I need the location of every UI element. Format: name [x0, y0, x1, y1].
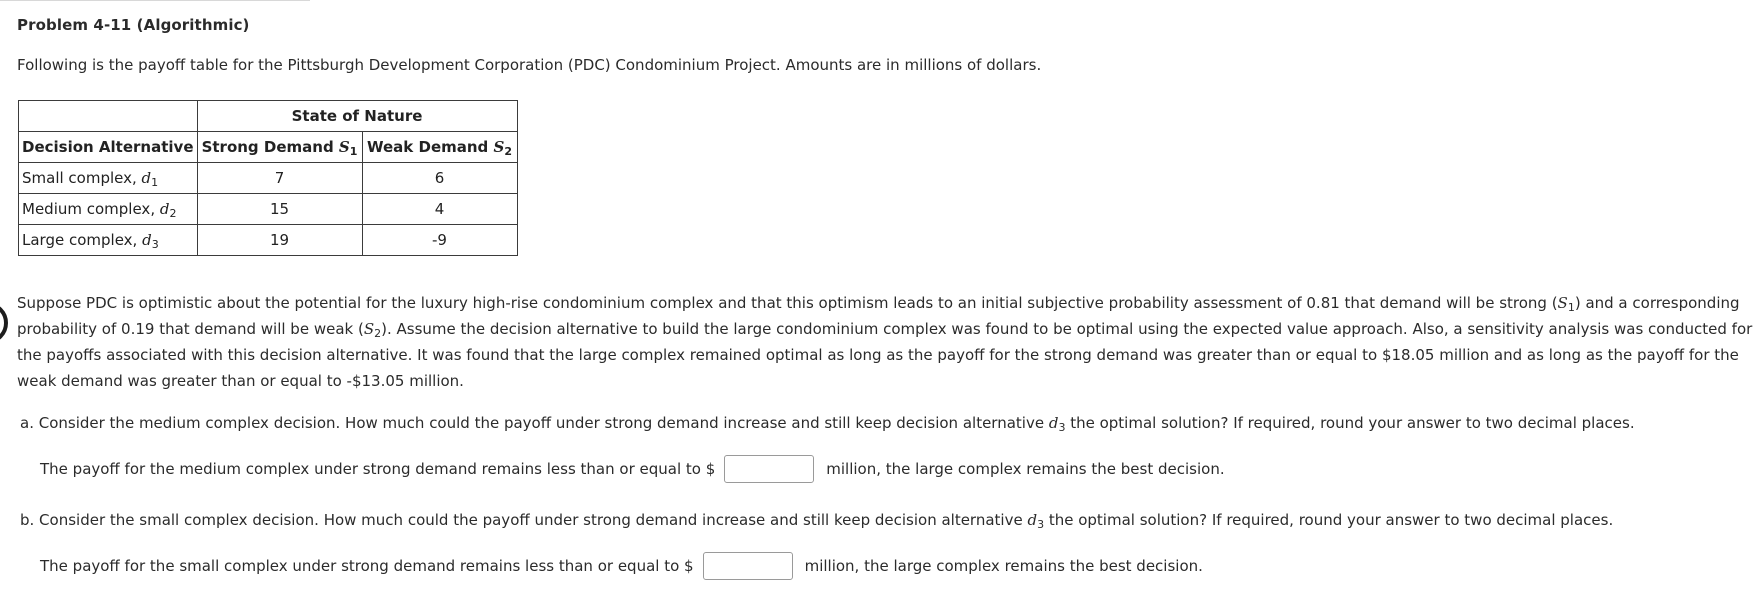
- scenario-line-4: weak demand was greater than or equal to -$13.05 million.: [17, 372, 464, 390]
- weak-demand-header: Weak Demand $S_2$: [362, 132, 517, 163]
- row-label-medium: Medium complex, $d_2$: [19, 194, 198, 225]
- question-a-text: a. Consider the medium complex decision. How much could the payoff under strong demand increase and still keep decision alternative $d_3$ the optimal solution? If required, round your answer to two decimal places.: [20, 414, 1635, 434]
- state-of-nature-header: State of Nature: [197, 101, 517, 132]
- answer-b-suffix: million, the large complex remains the best decision.: [804, 557, 1203, 575]
- payoff-cell: 6: [362, 163, 517, 194]
- strong-demand-header: Strong Demand $S_1$: [197, 132, 362, 163]
- answer-a-suffix: million, the large complex remains the best decision.: [826, 460, 1225, 478]
- answer-a-row: [40, 455, 1225, 483]
- row-label-large: Large complex, $d_3$: [19, 225, 198, 256]
- scenario-line-2: probability of 0.19 that demand will be weak $(S_2)$. Assume the decision alternative to build the large condominium complex was found to be optimal using the expected value approach. Also, a sensitivity analysis was conducted for: [17, 320, 1753, 340]
- row-label-small: Small complex, $d_1$: [19, 163, 198, 194]
- question-b-text: b. Consider the small complex decision. How much could the payoff under strong demand increase and still keep decision alternative $d_3$ the optimal solution? If required, round your answer to two decimal places.: [20, 511, 1614, 531]
- payoff-cell: 15: [197, 194, 362, 225]
- payoff-cell: 4: [362, 194, 517, 225]
- table-column-header-row: [19, 132, 518, 163]
- scenario-line-3: the payoffs associated with this decision alternative. It was found that the large complex remained optimal as long as the payoff for the strong demand was greater than or equal to $18.05 million and as long as the payoff for the: [17, 346, 1739, 364]
- payoff-cell: 19: [197, 225, 362, 256]
- answer-b-row: [40, 552, 1203, 580]
- circle-indicator-icon: [0, 302, 8, 344]
- scenario-paragraph: [17, 290, 1762, 394]
- table-row: [19, 163, 518, 194]
- top-divider: [0, 0, 310, 1]
- payoff-table: [18, 100, 518, 256]
- problem-title: Problem 4-11 (Algorithmic): [17, 16, 250, 34]
- payoff-cell: -9: [362, 225, 517, 256]
- scenario-line-1: Suppose PDC is optimistic about the potential for the luxury high-rise condominium complex and that this optimism leads to an initial subjective probability assessment of 0.81 that demand will be strong $(S_1)$ and a corresponding: [17, 294, 1740, 314]
- answer-b-prefix: The payoff for the small complex under strong demand remains less than or equal to $: [40, 557, 694, 575]
- answer-a-prefix: The payoff for the medium complex under strong demand remains less than or equal to $: [40, 460, 716, 478]
- table-row: [19, 194, 518, 225]
- table-row: [19, 225, 518, 256]
- payoff-cell: 7: [197, 163, 362, 194]
- intro-text: Following is the payoff table for the Pittsburgh Development Corporation (PDC) Condominium Project. Amounts are in millions of dollars.: [17, 56, 1042, 74]
- answer-b-input[interactable]: [703, 552, 793, 580]
- decision-alternative-header: Decision Alternative: [19, 132, 198, 163]
- table-header-row: [19, 101, 518, 132]
- answer-a-input[interactable]: [724, 455, 814, 483]
- empty-header-cell: [19, 101, 198, 132]
